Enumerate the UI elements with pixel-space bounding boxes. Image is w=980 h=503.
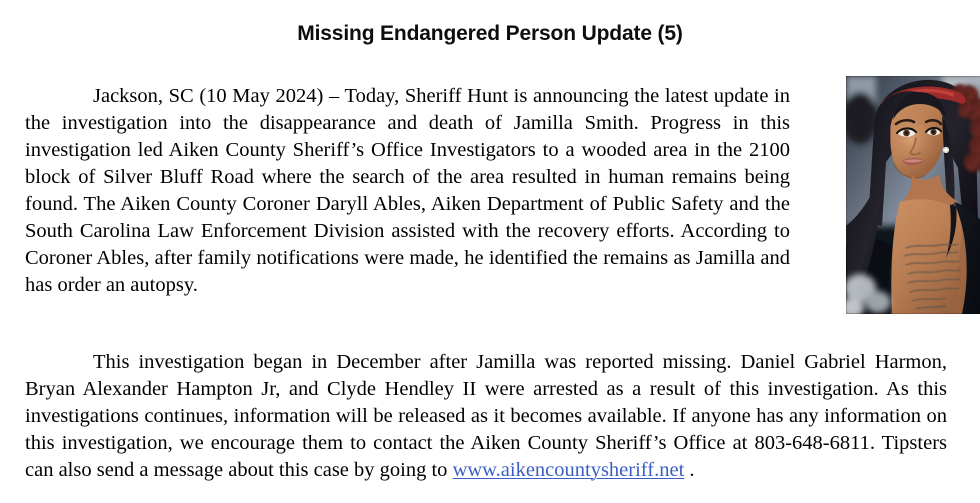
paragraph-lead-body: Today, Sheriff Hunt is announcing the latest update in the investigation into the disappearance and death of Jamilla Smith. Progress in this investigation led Aiken County Sheriff’s Office Investigators to a wooded area in the 2100 block of Silver Bluff Road where the search of the area resulted in human remains being found. The Aiken County Coroner Daryll Ables, Aiken Department of Public Safety and the South Carolina Law Enforcement Division assisted with the recovery efforts. According to Coroner Ables, after family notifications were made, he identified the remains as Jamilla and has order an autopsy.: [25, 84, 790, 296]
paragraph-lead: [25, 83, 790, 299]
paragraph-followup-text: This investigation began in December after Jamilla was reported missing. Daniel Gabriel Harmon, Bryan Alexander Hampton Jr, and Clyde Hendley II were arrested as a result of this investigation. As this investigations continues, information will be released as it becomes available. If anyone has any information on this investigation, we encourage them to contact the Aiken County Sheriff’s Office at 803-648-6811. Tipsters can also send a message about this case by going to: [25, 350, 947, 481]
paragraph-followup: [25, 349, 947, 484]
portrait-photo: [846, 76, 980, 314]
sheriff-website-link[interactable]: www.aikencountysheriff.net: [452, 458, 685, 481]
dateline: Jackson, SC (10 May 2024) –: [93, 84, 345, 107]
page-title: Missing Endangered Person Update (5): [297, 22, 683, 46]
paragraph-followup-tail: .: [684, 458, 695, 481]
portrait-photo-image: [846, 76, 980, 314]
